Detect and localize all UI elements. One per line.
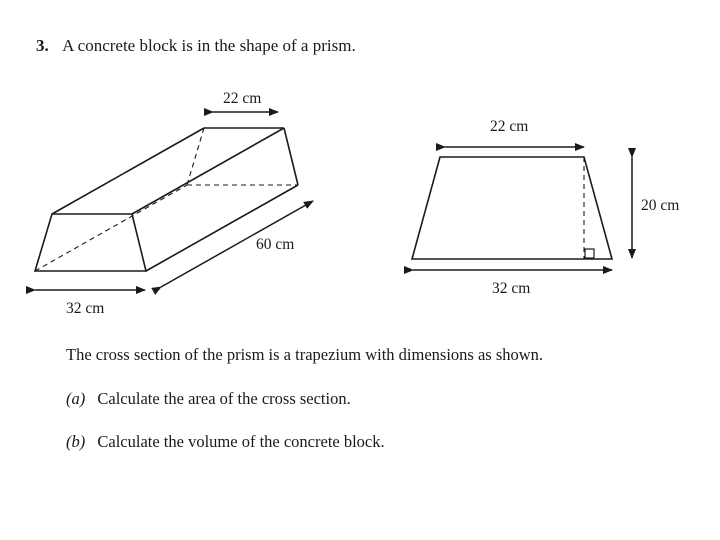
prism-front-face [35,214,146,271]
description-text: The cross section of the prism is a trapezium with dimensions as shown. [66,345,544,364]
cross-section-bottom-width-label: 32 cm [492,280,531,297]
prism-top-front-edge [132,128,284,214]
prism-bottom-width-label: 32 cm [66,300,105,317]
question-text: A concrete block is in the shape of a prism. [62,36,356,55]
prism-length-label: 60 cm [256,236,295,253]
prism-figure [35,112,313,290]
part-b-text: Calculate the volume of the concrete block. [97,432,385,451]
prism-hidden-bottom-edge [35,185,187,271]
prism-back-right-edge [284,128,298,185]
part-a-text: Calculate the area of the cross section. [97,389,351,408]
cross-section-top-width-label: 22 cm [490,118,529,135]
part-a [66,389,351,409]
cross-section-height-label: 20 cm [641,197,680,214]
part-a-label: (a) [66,389,86,408]
prism-top-width-label: 22 cm [223,90,262,107]
cross-section-figure [412,147,632,270]
part-b-label: (b) [66,432,86,451]
part-b [66,432,385,452]
prism-top-back-edge [52,128,204,214]
trapezium-shape [412,157,612,259]
right-angle-marker [585,249,594,258]
prism-bottom-edge [146,185,298,271]
question-number: 3. [36,36,49,55]
